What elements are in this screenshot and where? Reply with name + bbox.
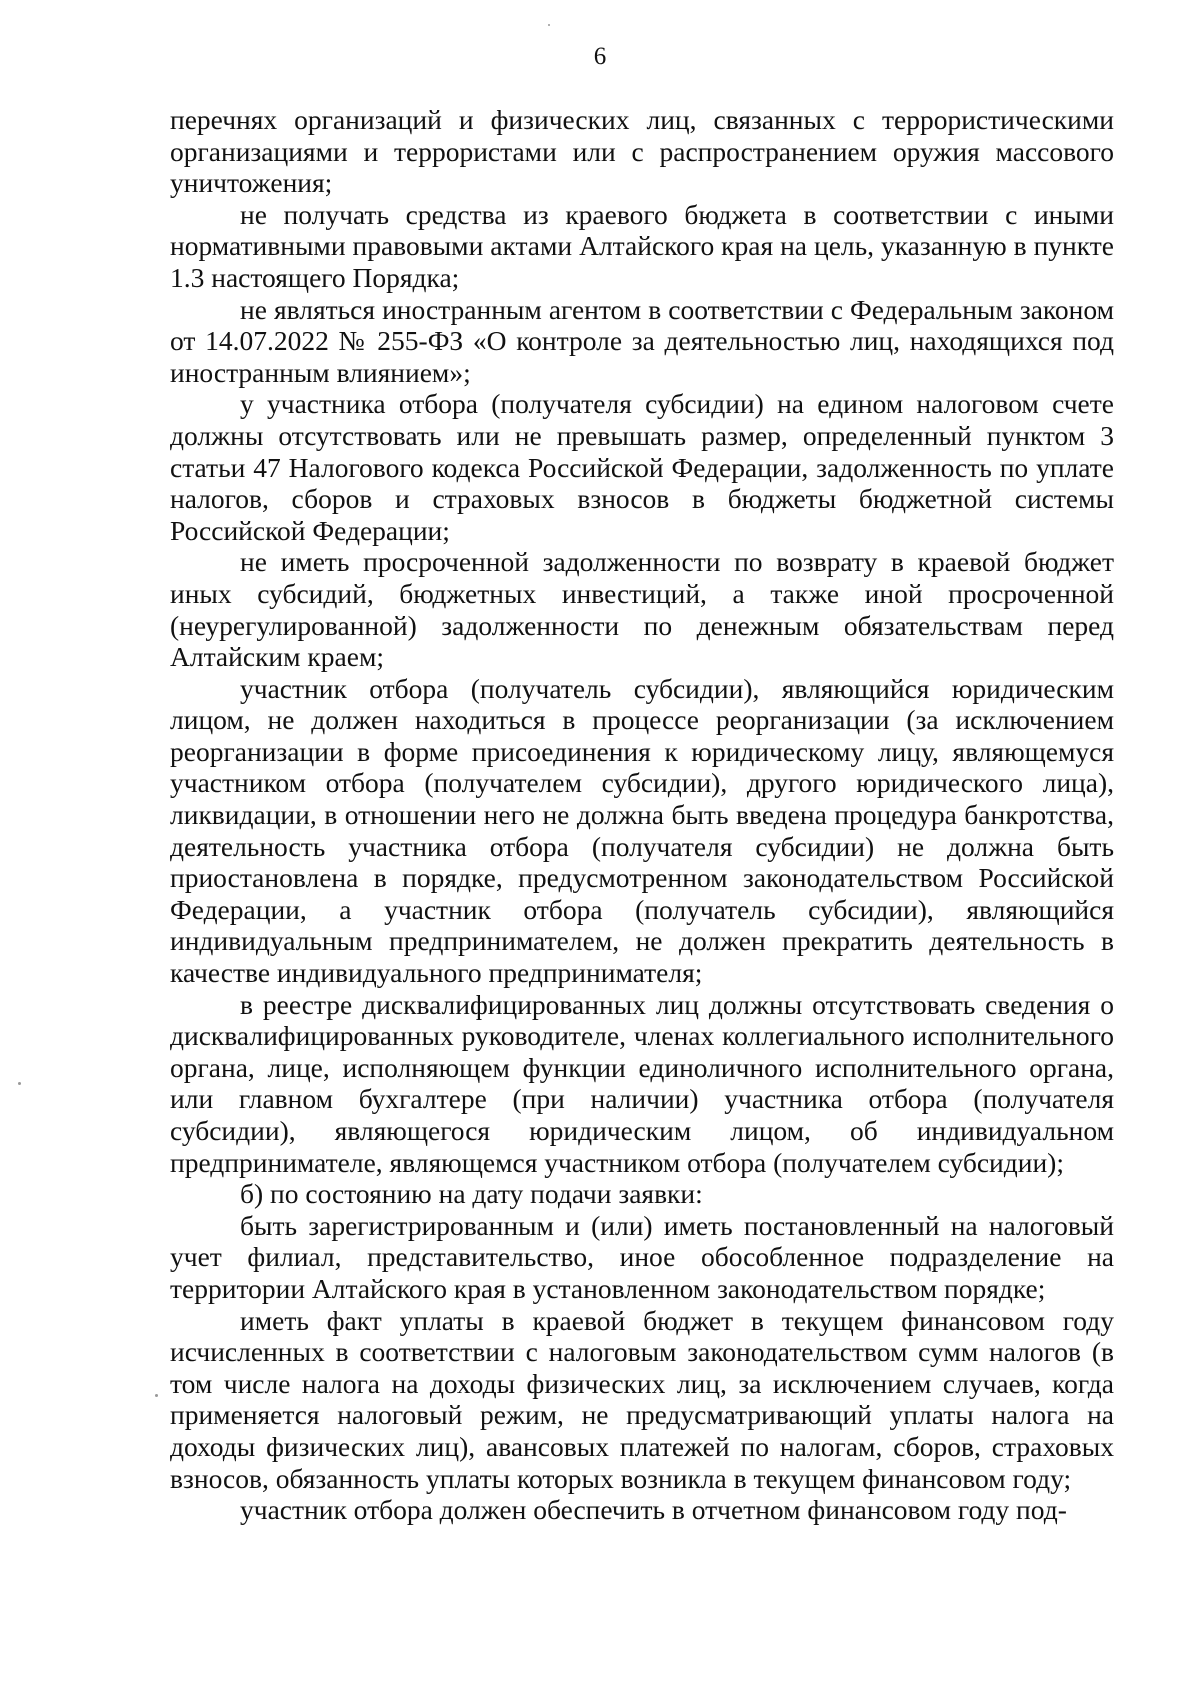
paragraph-3: не являться иностранным агентом в соответствии с Федеральным законом от 14.07.2022 № 255-ФЗ «О контроле за деятельностью лиц, находящихся под иностранным влиянием»;	[170, 293, 1114, 388]
paragraph-8: б) по состоянию на дату подачи заявки:	[240, 1178, 703, 1210]
paragraph-6: участник отбора (получатель субсидии), являющийся юридическим лицом, не должен находиться в процессе реорганизации (за исключением реорганизации в форме присоединения к юридическому лицу, являющемуся участником отбора (получателем субсидии), другого юридического лица), ликвидации, в отношении него не должна быть введена процедура банкротства, деятельность участника отбора (получателя субсидии) не должна быть приостановлена в порядке, предусмотренном законодательством Российской Федерации, а участник отбора (получатель субсидии), являющийся индивидуальным предпринимателем, не должен прекратить деятельность в качестве индивидуального предпринимателя;	[170, 672, 1114, 989]
scan-speck	[155, 1394, 158, 1397]
paragraph-1: перечнях организаций и физических лиц, связанных с террористическими организациями и террористами или с распространением оружия массового уничтожения;	[170, 104, 1114, 199]
scan-speck	[18, 1082, 21, 1085]
paragraph-4: у участника отбора (получателя субсидии) на едином налоговом счете должны отсутствовать или не превышать размер, определенный пунктом 3 статьи 47 Налогового кодекса Российской Федерации, задолженность по уплате налогов, сборов и страховых взносов в бюджеты бюджетной системы Российской Федерации;	[170, 388, 1114, 546]
paragraph-2: не получать средства из краевого бюджета в соответствии с иными нормативными правовыми актами Алтайского края на цель, указанную в пункте 1.3 настоящего Порядка;	[170, 198, 1114, 293]
document-body	[170, 104, 1114, 1526]
paragraph-7: в реестре дисквалифицированных лиц должны отсутствовать сведения о дисквалифицированных руководителе, членах коллегиального исполнительного органа, лице, исполняющем функции единоличного исполнительного органа, или главном бухгалтере (при наличии) участника отбора (получателя субсидии), являющегося юридическим лицом, об индивидуальном предпринимателе, являющемся участником отбора (получателем субсидии);	[170, 988, 1114, 1178]
paragraph-5: не иметь просроченной задолженности по возврату в краевой бюджет иных субсидий, бюджетных инвестиций, а также иной просроченной (неурегулированной) задолженности по денежным обязательствам перед Алтайским краем;	[170, 546, 1114, 673]
paragraph-11: участник отбора должен обеспечить в отчетном финансовом году под-	[240, 1494, 1067, 1526]
paragraph-9: быть зарегистрированным и (или) иметь постановленный на налоговый учет филиал, представительство, иное обособленное подразделение на территории Алтайского края в установленном законодательством порядке;	[170, 1209, 1114, 1304]
page-number: 6	[593, 43, 607, 70]
paragraph-10: иметь факт уплаты в краевой бюджет в текущем финансовом году исчисленных в соответствии с налоговым законодательством сумм налогов (в том числе налога на доходы физических лиц, за исключением случаев, когда применяется налоговый режим, не предусматривающий уплаты налога на доходы физических лиц), авансовых платежей по налогам, сборов, страховых взносов, обязанность уплаты которых возникла в текущем финансовом году;	[170, 1304, 1114, 1494]
scan-speck	[548, 24, 550, 26]
